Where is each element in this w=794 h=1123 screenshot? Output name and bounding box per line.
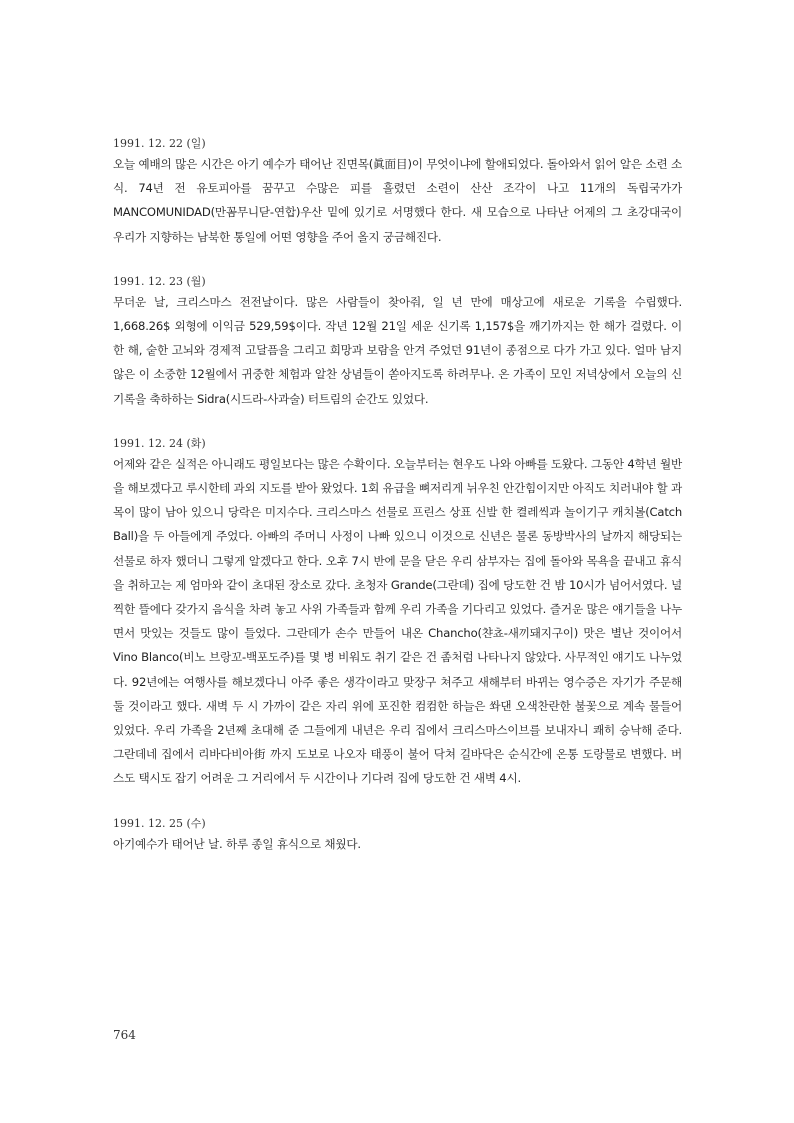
entry-date: 1991. 12. 25 (수)	[113, 816, 206, 830]
diary-entry	[113, 136, 682, 249]
page-number: 764	[113, 1028, 136, 1042]
entry-date: 1991. 12. 24 (화)	[113, 436, 206, 450]
diary-entry	[113, 436, 682, 791]
entry-text: 아기예수가 태어난 날. 하루 종일 휴식으로 채웠다.	[113, 836, 361, 851]
entry-text: 무더운 날, 크리스마스 전전날이다. 많은 사람들이 찾아줘, 일 년 만에 매상고에 새로운 기록을 수립했다. 1,668.26$ 외형에 이익금 529,59$이다. 작년 12월 21일 세운 신기록 1,157$을 깨기까지는 한 해가 걸렸다. 이 한 해, 숱한 고뇌와 경제적 고달픔을 그리고 희망과 보람을 안겨 주었던 91년이 종점으로 다가 가고 있다. 얼마 남지 않은 이 소중한 12월에서 귀중한 체험과 알찬 상념들이 쏟아지도록 하려무나. 온 가족이 모인 저녁상에서 오늘의 신기록을 축하하는 Sidra(시드라-사과술) 터트림의 순간도 있었다.	[113, 294, 682, 406]
document-body	[113, 136, 682, 881]
entry-text: 어제와 같은 실적은 아니래도 평일보다는 많은 수확이다. 오늘부터는 현우도 나와 아빠를 도왔다. 그동안 4학년 월반을 해보겠다고 루시한테 과외 지도를 받아 왔었다. 1회 유급을 뼈저리게 뉘우친 안간힘이지만 아직도 치러내야 할 과목이 많이 남아 있으니 당락은 미지수다. 크리스마스 선물로 프린스 상표 신발 한 켤레씩과 놀이기구 캐치볼(Catch Ball)을 두 아들에게 주었다. 아빠의 주머니 사정이 나빠 있으니 이것으로 신년은 물론 동방박사의 날까지 해당되는 선물로 하자 했더니 그렇게 알겠다고 한다. 오후 7시 반에 문을 닫은 우리 삼부자는 집에 돌아와 목욕을 끝내고 휴식을 취하고는 제 엄마와 같이 초대된 장소로 갔다. 초청자 Grande(그란데) 집에 당도한 건 밤 10시가 넘어서였다. 널찍한 뜰에다 갖가지 음식을 차려 놓고 사위 가족들과 함께 우리 가족을 기다리고 있었다. 즐거운 많은 얘기들을 나누면서 맛있는 것들도 많이 들었다. 그란데가 손수 만들어 내온 Chancho(챤쵸-새끼돼지구이) 맛은 별난 것이어서 Vino Blanco(비노 브랑꼬-백포도주)를 몇 병 비워도 취기 같은 건 좀처럼 나타나지 않았다. 사무적인 얘기도 나누었다. 92년에는 여행사를 해보겠다니 아주 좋은 생각이라고 맞장구 쳐주고 새해부터 바뀌는 영수증은 자기가 주문해 둘 것이라고 했다. 새벽 두 시 가까이 같은 자리 위에 포진한 컴컴한 하늘은 쏴댄 오색찬란한 불꽃으로 계속 물들어 있었다. 우리 가족을 2년째 초대해 준 그들에게 내년은 우리 집에서 크리스마스이브를 보내자니 쾌히 승낙해 준다. 그란데네 집에서 리바다비아街 까지 도보로 나오자 태풍이 불어 닥쳐 길바닥은 순식간에 온통 도랑물로 변했다. 버스도 택시도 잡기 어려운 그 거리에서 두 시간이나 기다려 집에 당도한 건 새벽 4시.	[113, 456, 682, 786]
entry-date: 1991. 12. 23 (월)	[113, 274, 206, 288]
diary-entry	[113, 274, 682, 411]
entry-text: 오늘 예배의 많은 시간은 아기 예수가 태어난 진면목(眞面目)이 무엇이냐에 할애되었다. 돌아와서 읽어 알은 소련 소식. 74년 전 유토피아를 꿈꾸고 수많은 피를 흘렸던 소련이 산산 조각이 나고 11개의 독립국가가 MANCOMUNIDAD(만꼼무니닫-연합)우산 밑에 있기로 서명했다 한다. 새 모습으로 나타난 어제의 그 초강대국이 우리가 지향하는 남북한 통일에 어떤 영향을 주어 올지 궁금해진다.	[113, 157, 682, 244]
entry-date: 1991. 12. 22 (일)	[113, 137, 206, 150]
diary-entry	[113, 816, 682, 856]
